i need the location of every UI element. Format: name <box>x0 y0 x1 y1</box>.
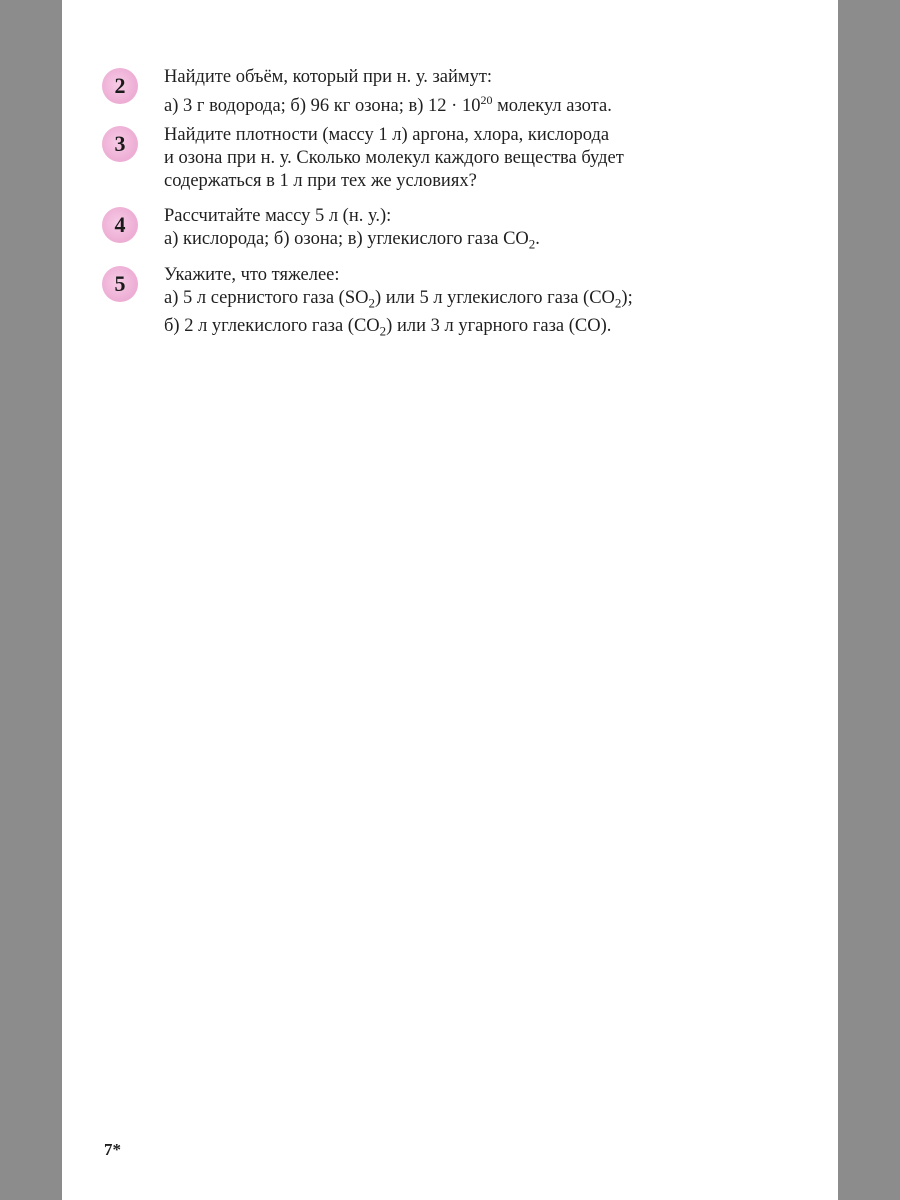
subscript: 2 <box>528 236 536 252</box>
text-run: и озона при н. у. Сколько молекул каждого вещества будет <box>164 148 624 168</box>
task-number-badge: 5 <box>102 266 138 302</box>
task-line <box>164 170 792 193</box>
task-3 <box>102 124 792 193</box>
task-line <box>164 228 792 256</box>
task-line <box>164 264 792 287</box>
task-line <box>164 287 792 315</box>
text-run: молекул азота. <box>492 96 612 117</box>
superscript: 20 <box>480 93 493 107</box>
task-line <box>164 124 792 147</box>
text-run: а) 3 г водорода; б) 96 кг озона; в) 12 · 10 <box>164 96 481 117</box>
task-line <box>164 89 792 118</box>
task-text <box>164 205 792 256</box>
task-5 <box>102 264 792 342</box>
task-line <box>164 66 792 89</box>
text-run: ) или 3 л угарного газа (CO). <box>386 315 612 336</box>
text-run: . <box>535 229 540 249</box>
task-number-badge: 3 <box>102 126 138 162</box>
task-line <box>164 147 792 170</box>
text-run: а) кислорода; б) озона; в) углекислого газа CO <box>164 229 529 249</box>
text-run: б) 2 л углекислого газа (CO <box>164 315 380 336</box>
task-number-badge: 2 <box>102 68 138 104</box>
text-run: Найдите плотности (массу 1 л) аргона, хлора, кислорода <box>164 125 610 145</box>
task-number-badge: 4 <box>102 207 138 243</box>
text-run: Рассчитайте массу 5 л (н. у.): <box>164 206 392 226</box>
text-run: Найдите объём, который при н. у. займут: <box>164 67 493 87</box>
task-4 <box>102 205 792 256</box>
task-line <box>164 315 792 343</box>
task-line <box>164 205 792 228</box>
task-text <box>164 124 792 193</box>
text-run: Укажите, что тяжелее: <box>164 265 340 285</box>
subscript: 2 <box>614 295 622 311</box>
text-run: содержаться в 1 л при тех же условиях? <box>164 171 477 191</box>
text-run: а) 5 л сернистого газа (SO <box>164 288 369 308</box>
textbook-page <box>62 0 838 1200</box>
text-run: ) или 5 л углекислого газа (CO <box>375 288 615 308</box>
subscript: 2 <box>368 295 375 311</box>
task-2 <box>102 66 792 118</box>
subscript: 2 <box>379 323 387 339</box>
page-number: 7* <box>104 1140 121 1159</box>
text-run: ); <box>621 288 633 308</box>
task-text <box>164 264 792 342</box>
task-text <box>164 66 792 118</box>
